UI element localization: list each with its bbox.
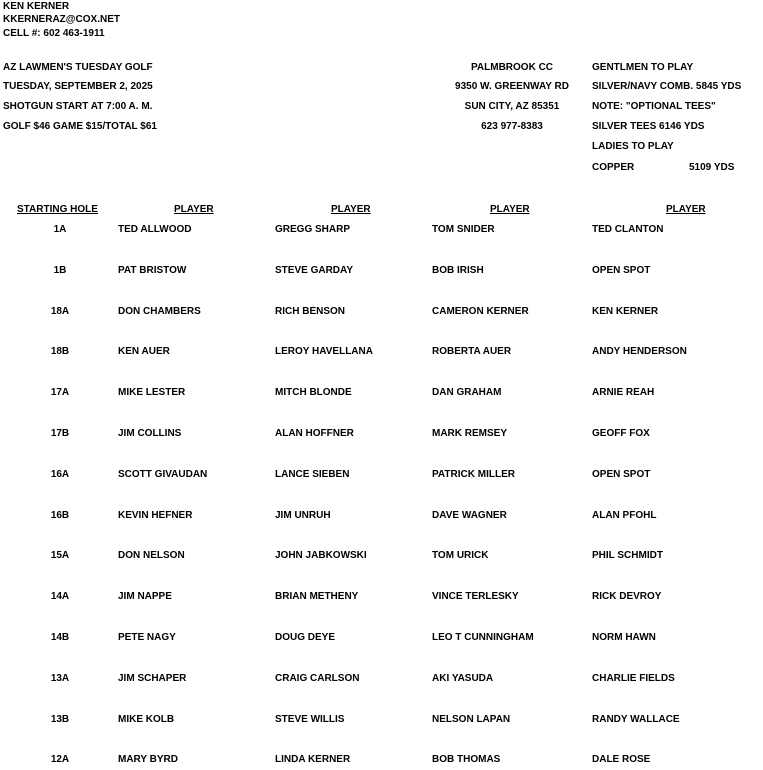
player-name: STEVE GARDAY	[275, 265, 353, 276]
pairing-row	[0, 591, 763, 603]
player-name: BRIAN METHENY	[275, 591, 359, 602]
player-name: RICH BENSON	[275, 306, 346, 317]
pairing-row	[0, 754, 763, 766]
player-name: ROBERTA AUER	[432, 346, 512, 357]
player-name: MITCH BLONDE	[275, 387, 352, 398]
player-name: BOB IRISH	[432, 265, 484, 276]
pairing-row	[0, 510, 763, 522]
player-name: KEN AUER	[118, 346, 170, 357]
header-starting-hole: STARTING HOLE	[17, 204, 98, 215]
starting-hole: 13A	[50, 673, 70, 684]
player-name: LEO T CUNNINGHAM	[432, 632, 534, 643]
player-name: ARNIE REAH	[592, 387, 655, 398]
player-name: JIM UNRUH	[275, 510, 331, 521]
venue-name: PALMBROOK CC	[470, 62, 554, 73]
venue-phone: 623 977-8383	[481, 121, 543, 132]
event-name: AZ LAWMEN'S TUESDAY GOLF	[3, 62, 153, 73]
player-name: TOM SNIDER	[432, 224, 495, 235]
player-name: PHIL SCHMIDT	[592, 550, 663, 561]
pairing-row	[0, 265, 763, 277]
pairing-row	[0, 224, 763, 236]
header-player-2: PLAYER	[331, 204, 371, 215]
player-name: RANDY WALLACE	[592, 714, 680, 725]
player-name: STEVE WILLIS	[275, 714, 345, 725]
player-name: DAN GRAHAM	[432, 387, 502, 398]
tees-note: NOTE: "OPTIONAL TEES"	[592, 101, 716, 112]
player-name: PETE NAGY	[118, 632, 176, 643]
pairing-row	[0, 673, 763, 685]
player-name: OPEN SPOT	[592, 469, 651, 480]
player-name: MARK REMSEY	[432, 428, 508, 439]
player-name: DON CHAMBERS	[118, 306, 201, 317]
pairing-row	[0, 306, 763, 318]
player-name: JIM SCHAPER	[118, 673, 187, 684]
silver-tees: SILVER TEES 6146 YDS	[592, 121, 705, 132]
player-name: KEN KERNER	[592, 306, 659, 317]
venue-street: 9350 W. GREENWAY RD	[455, 81, 569, 92]
starting-hole: 16A	[50, 469, 70, 480]
player-name: PATRICK MILLER	[432, 469, 515, 480]
player-name: CRAIG CARLSON	[275, 673, 360, 684]
player-name: TED CLANTON	[592, 224, 664, 235]
starting-hole: 18A	[50, 306, 70, 317]
contact-email: KKERNERAZ@COX.NET	[3, 14, 120, 25]
player-name: ALAN PFOHL	[592, 510, 657, 521]
starting-hole: 13B	[50, 714, 70, 725]
player-name: CHARLIE FIELDS	[592, 673, 675, 684]
pairing-row	[0, 469, 763, 481]
contact-name: KEN KERNER	[3, 1, 70, 12]
player-name: OPEN SPOT	[592, 265, 651, 276]
event-fees: GOLF $46 GAME $15/TOTAL $61	[3, 121, 157, 132]
contact-cell: CELL #: 602 463-1911	[3, 28, 105, 39]
starting-hole: 18B	[50, 346, 70, 357]
pairing-row	[0, 714, 763, 726]
pairing-row	[0, 346, 763, 358]
pairing-row	[0, 428, 763, 440]
event-start: SHOTGUN START AT 7:00 A. M.	[3, 101, 153, 112]
player-name: PAT BRISTOW	[118, 265, 187, 276]
gentlemen-heading: GENTLMEN TO PLAY	[592, 62, 694, 73]
player-name: MARY BYRD	[118, 754, 179, 765]
player-name: TOM URICK	[432, 550, 489, 561]
player-name: DOUG DEYE	[275, 632, 336, 643]
player-name: DAVE WAGNER	[432, 510, 507, 521]
player-name: KEVIN HEFNER	[118, 510, 193, 521]
player-name: CAMERON KERNER	[432, 306, 529, 317]
starting-hole: 14A	[50, 591, 70, 602]
player-name: AKI YASUDA	[432, 673, 494, 684]
header-player-4: PLAYER	[666, 204, 706, 215]
venue-city: SUN CITY, AZ 85351	[464, 101, 560, 112]
starting-hole: 14B	[50, 632, 70, 643]
pairing-row	[0, 632, 763, 644]
player-name: VINCE TERLESKY	[432, 591, 519, 602]
starting-hole: 12A	[50, 754, 70, 765]
player-name: RICK DEVROY	[592, 591, 662, 602]
event-date: TUESDAY, SEPTEMBER 2, 2025	[3, 81, 153, 92]
player-name: GEOFF FOX	[592, 428, 650, 439]
header-player-1: PLAYER	[174, 204, 214, 215]
player-name: LANCE SIEBEN	[275, 469, 350, 480]
player-name: ALAN HOFFNER	[275, 428, 354, 439]
pairing-row	[0, 550, 763, 562]
player-name: DALE ROSE	[592, 754, 651, 765]
starting-hole: 1B	[53, 265, 67, 276]
copper-label: COPPER	[592, 162, 635, 173]
player-name: BOB THOMAS	[432, 754, 501, 765]
copper-yardage: 5109 YDS	[689, 162, 735, 173]
player-name: MIKE LESTER	[118, 387, 186, 398]
starting-hole: 16B	[50, 510, 70, 521]
player-name: LEROY HAVELLANA	[275, 346, 373, 357]
player-name: GREGG SHARP	[275, 224, 351, 235]
player-name: LINDA KERNER	[275, 754, 351, 765]
starting-hole: 1A	[53, 224, 67, 235]
player-name: JIM NAPPE	[118, 591, 172, 602]
starting-hole: 17A	[50, 387, 70, 398]
player-name: ANDY HENDERSON	[592, 346, 687, 357]
starting-hole: 17B	[50, 428, 70, 439]
starting-hole: 15A	[50, 550, 70, 561]
player-name: MIKE KOLB	[118, 714, 175, 725]
pairing-row	[0, 387, 763, 399]
ladies-heading: LADIES TO PLAY	[592, 141, 674, 152]
header-player-3: PLAYER	[490, 204, 530, 215]
player-name: SCOTT GIVAUDAN	[118, 469, 208, 480]
player-name: JOHN JABKOWSKI	[275, 550, 367, 561]
player-name: NORM HAWN	[592, 632, 656, 643]
gentlemen-tees: SILVER/NAVY COMB. 5845 YDS	[592, 81, 742, 92]
player-name: JIM COLLINS	[118, 428, 182, 439]
player-name: NELSON LAPAN	[432, 714, 511, 725]
player-name: DON NELSON	[118, 550, 185, 561]
player-name: TED ALLWOOD	[118, 224, 192, 235]
